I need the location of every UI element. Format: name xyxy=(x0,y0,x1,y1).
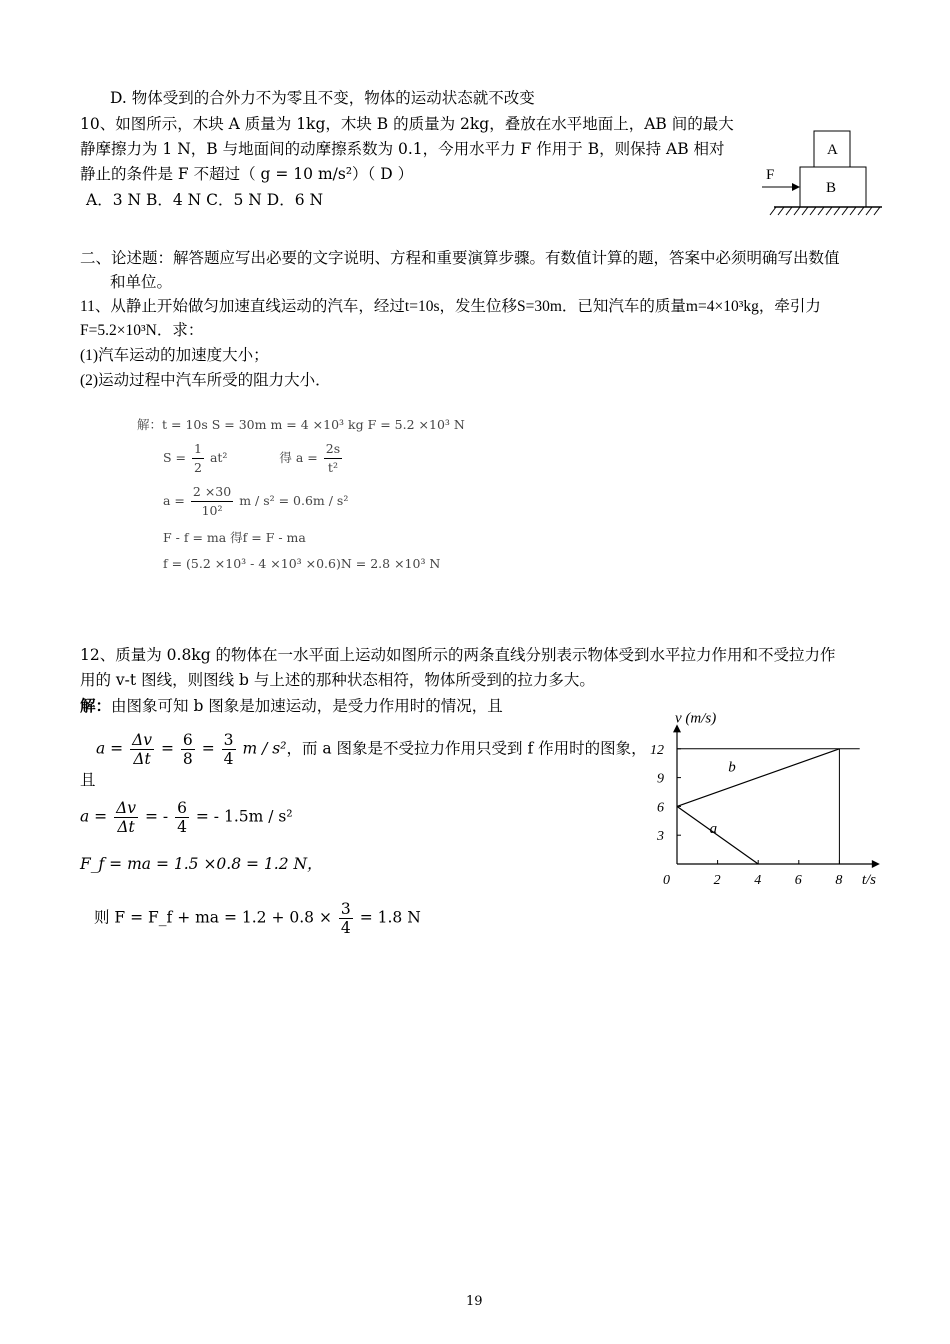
q11-sol-s-num: 1 xyxy=(192,440,204,459)
q12-eq1-d1: Δt xyxy=(133,750,151,768)
q12-eq4-num: 3 xyxy=(340,900,351,918)
q12-eq3: F_f = ma = 1.5 ×0.8 = 1.2 N， xyxy=(80,855,323,873)
q12-eq4-left: 则 F = F_f + ma = 1.2 + 0.8 × xyxy=(94,908,332,927)
q12-line2: 用的 v-t 图线，则图线 b 与上述的那种状态相符，物体所受到的拉力多大。 xyxy=(80,671,595,689)
q12-eq2-n1: Δv xyxy=(116,799,137,817)
q12-eq1-eq2: = xyxy=(201,739,215,758)
q12-eq1-left: a = xyxy=(96,739,124,758)
q12-sol-label: 解： xyxy=(80,696,112,715)
vt-chart xyxy=(640,706,890,896)
q11-sol-a-left: a = xyxy=(163,493,185,508)
series-line-a xyxy=(677,806,758,864)
q12-eq1-frac1 xyxy=(130,731,154,768)
q12-eq1-unit: m / s² xyxy=(242,739,287,758)
q12-eq1-frac3 xyxy=(222,731,236,768)
q12-eq2-left: a = xyxy=(80,807,108,826)
q11-sol-s-right: at² xyxy=(209,450,228,465)
y-tick-3: 3 xyxy=(657,829,664,845)
q12-eq2-frac2 xyxy=(175,799,189,836)
q11-sol-newton: F - f = ma 得f = F - ma xyxy=(163,530,306,545)
q11-sol-s-left: S = xyxy=(163,450,187,465)
q11-line1: 11、从静止开始做匀加速直线运动的汽车，经过t=10s，发生位移S=30m．已知汽车的质量m=4×10³kg，牵引力 xyxy=(80,298,821,315)
y-tick-9: 9 xyxy=(657,771,664,787)
q11-sol-get-num: 2s xyxy=(324,440,342,459)
ground-hatch xyxy=(770,207,880,215)
q12-eq4-den: 4 xyxy=(340,919,351,937)
q12-eq4-frac xyxy=(339,900,353,937)
q9-option-d: D. 物体受到的合外力不为零且不变，物体的运动状态就不改变 xyxy=(110,89,535,107)
q12-line1: 12、质量为 0.8kg 的物体在一水平面上运动如图所示的两条直线分别表示物体受到水平拉力作用和不受拉力作 xyxy=(80,646,836,664)
series-line-b xyxy=(677,749,839,807)
q11-sol-a-right: m / s² = 0.6m / s² xyxy=(239,493,349,508)
x-axis-arrow xyxy=(872,860,880,868)
x-axis-label: t/s xyxy=(861,872,877,888)
q11-sol-a-num: 2 ×30 xyxy=(191,483,233,502)
q10-options: A．3 N B．4 N C．5 N D．6 N xyxy=(86,191,324,209)
q12-sol-line1: 由图象可知 b 图象是加速运动，是受力作用时的情况，且 xyxy=(111,697,503,715)
q12-eq1-n3: 3 xyxy=(223,731,234,749)
x-tick-0: 0 xyxy=(663,873,670,888)
section2-line2: 和单位。 xyxy=(110,273,173,291)
y-tick-12: 12 xyxy=(650,742,664,758)
q12-eq4-right: = 1.8 N xyxy=(359,908,421,927)
q12-eq2-n2: 6 xyxy=(177,799,187,817)
q11-part2: (2)运动过程中汽车所受的阻力大小． xyxy=(80,372,331,389)
q12-eq2-mid: = - xyxy=(144,807,169,826)
force-arrow-head xyxy=(792,183,800,191)
q12-eq1-eq: = xyxy=(160,739,174,758)
label-a: A xyxy=(827,142,838,158)
q12-eq2 xyxy=(80,799,293,836)
q12-eq1-frac2 xyxy=(181,731,195,768)
page-number: 19 xyxy=(466,1294,483,1309)
q11-sol-a xyxy=(163,483,348,520)
q11-sol-given: 解：t = 10s S = 30m m = 4 ×10³ kg F = 5.2 ×10³ N xyxy=(137,417,465,432)
series-label-b: b xyxy=(728,759,736,776)
q11-sol-a-frac xyxy=(191,483,233,520)
q12-eq1-n1: Δv xyxy=(132,731,153,749)
label-b: B xyxy=(826,180,837,196)
q11-part1: (1)汽车运动的加速度大小； xyxy=(80,347,269,364)
q11-sol-s-den: 2 xyxy=(194,460,202,475)
q12-eq2-frac1 xyxy=(114,799,138,836)
q11-sol-get-frac xyxy=(324,440,342,477)
q11-sol-s xyxy=(163,440,344,477)
section2-line1: 二、论述题：解答题应写出必要的文字说明、方程和重要演算步骤。有数值计算的题，答案中必须明确写出数值 xyxy=(80,249,840,267)
q12-eq1-after: ，而 a 图象是不受拉力作用只受到 f 作用时的图象， xyxy=(286,739,647,758)
q12-eq1-n2: 6 xyxy=(182,731,193,749)
q12-eq2-d2: 4 xyxy=(177,818,187,836)
q10-line3: 静止的条件是 F 不超过（ g = 10 m/s²）（ D ） xyxy=(80,165,414,183)
q12-eq2-d1: Δt xyxy=(117,818,135,836)
q12-eq1 xyxy=(96,731,647,768)
q11-sol-get: 得 a = xyxy=(279,450,318,465)
q10-line2: 静摩擦力为 1 N，B 与地面间的动摩擦系数为 0.1，今用水平力 F 作用于 B，则保持 AB 相对 xyxy=(80,140,725,158)
x-tick-8: 8 xyxy=(835,873,843,888)
q12-eq4 xyxy=(94,900,421,937)
q12-sol-and: 且 xyxy=(80,771,96,789)
q12-eq2-right: = - 1.5m / s² xyxy=(195,807,293,826)
label-f: F xyxy=(766,167,775,183)
y-axis-label: v (m/s) xyxy=(675,710,717,727)
block-figure xyxy=(760,126,885,224)
q11-sol-a-den: 10² xyxy=(201,503,223,518)
q11-sol-f: f = (5.2 ×10³ - 4 ×10³ ×0.6)N = 2.8 ×10³ N xyxy=(163,556,441,571)
q11-sol-get-den: t² xyxy=(327,460,338,475)
q10-line1: 10、如图所示，木块 A 质量为 1kg，木块 B 的质量为 2kg，叠放在水平地面上，AB 间的最大 xyxy=(80,115,734,133)
q12-sol-intro xyxy=(80,696,503,716)
x-tick-6: 6 xyxy=(794,873,802,888)
series-label-a: a xyxy=(709,821,718,838)
x-tick-4: 4 xyxy=(754,873,762,888)
q11-line2: F=5.2×10³N．求： xyxy=(80,322,204,339)
y-tick-6: 6 xyxy=(657,800,664,816)
x-tick-2: 2 xyxy=(713,873,721,888)
q11-sol-s-frac xyxy=(192,440,204,477)
q12-eq1-d2: 8 xyxy=(182,750,193,768)
q12-eq1-d3: 4 xyxy=(223,750,234,768)
